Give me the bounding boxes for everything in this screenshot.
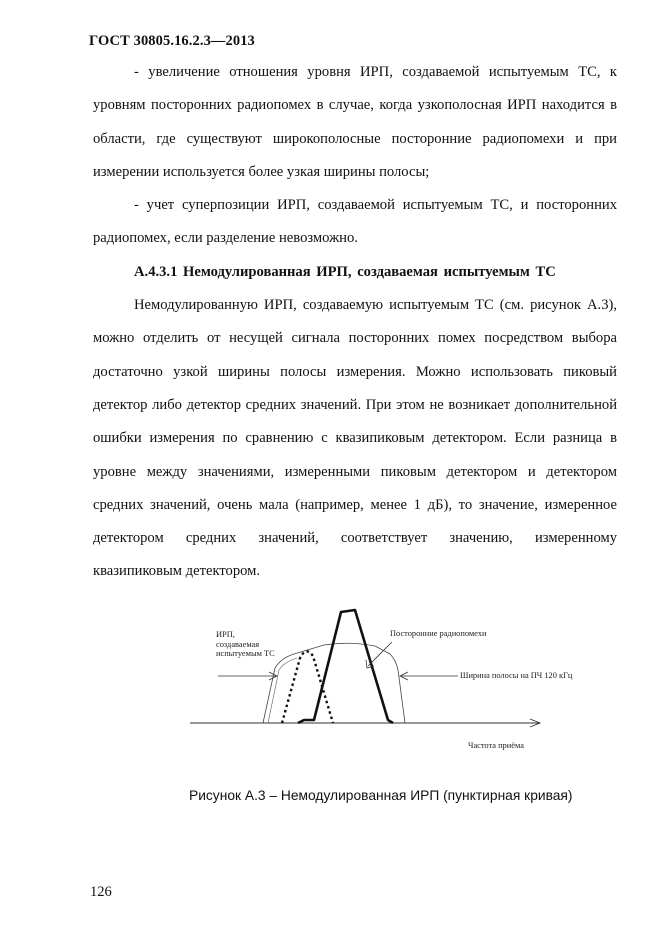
page-number: 126 — [90, 884, 112, 900]
figure-caption: Рисунок А.3 – Немодулированная ИРП (пунктирная кривая) — [189, 788, 573, 803]
document-header: ГОСТ 30805.16.2.3—2013 — [89, 33, 255, 49]
bandwidth-label: Ширина полосы на ПЧ 120 кГц — [460, 671, 573, 680]
list-item-paragraph: - учет суперпозиции ИРП, создаваемой испытуемым ТС, и посторонних радиопомех, если разделение невозможно. — [93, 197, 617, 247]
eut-emission-dotted-curve — [282, 651, 333, 723]
irp-label: ИРП, создаваемая испытуемым ТС — [216, 630, 275, 658]
bandwidth-filter-inner — [268, 658, 297, 723]
section-paragraph: Немодулированную ИРП, создаваемую испытуемым ТС (см. рисунок А.3), можно отделить от несущей сигнала посторонних помех посредством выбора достаточно узкой ширины полосы измерения. Можно использовать пиковый детектор либо детектор средних значений. При этом не возникает дополнительной ошибки измерения по сравнению с квазипиковым детектором. Если разница в уровне между значениями, измеренными пиковым детектором и детектором средних значений, очень мала (например, менее 1 дБ), то значение, измеренное детектором средних значений, соответствует значению, измеренному квазипиковым детектором. — [93, 297, 617, 580]
interference-curve — [298, 610, 393, 723]
body-text — [93, 56, 617, 589]
interference-label: Посторонние радиопомехи — [390, 629, 487, 638]
list-item-paragraph: - увеличение отношения уровня ИРП, создаваемой испытуемым ТС, к уровням посторонних радиопомех в случае, когда узкополосная ИРП находится в области, где существуют широкополосные посторонние радиопомехи и при измерении используется более узкая ширины полосы; — [93, 64, 617, 180]
frequency-axis-label: Частота приёма — [468, 741, 524, 750]
figure-a3 — [190, 600, 590, 760]
section-heading: А.4.3.1 Немодулированная ИРП, создаваемая испытуемым ТС — [134, 263, 556, 280]
